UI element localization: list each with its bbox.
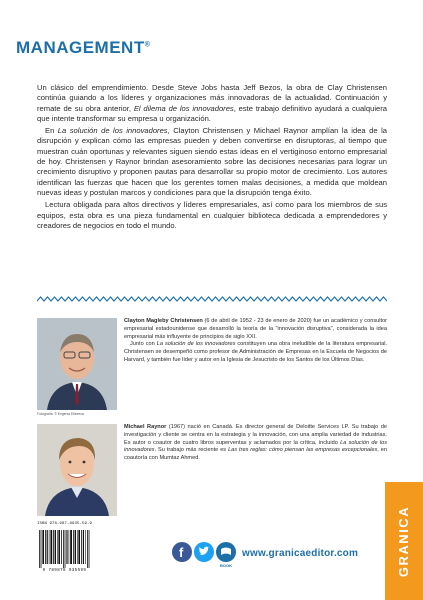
isbn-text: ISBN 978-987-8935-59-9	[37, 522, 93, 526]
barcode	[37, 530, 92, 568]
author-bio-christensen: Clayton Magleby Christensen (6 de abril de 1952 - 23 de enero de 2020) fue un académico y consultor empresarial estadounidense que desarrolló la teoría de la "innovación disruptiva", considerada la idea empresarial más influyente de principios de siglo XXI. Junto con La solución de los innovadores constituyen una obra ineludible de la literatura empresarial. Christensen se desempeñó como profesor de Administración de Empresas en la Escuela de Negocios de Harvard, y también fue líder y autor en la Iglesia de Jesucristo de los Santos de los Últimos Días.	[124, 318, 388, 363]
author-bio-raynor: Michael Raynor (1967) nació en Canadá. Es director general de Deloitte Services LP. Su trabajo de investigación y cliente se centra en la estrategia y la innovación, con una amplia variedad de industrias. Es autor o coautor de cuatro libros superventas y aclamados por la crítica, incluido La solución de los innovadores. Su trabajo más reciente es Las tres reglas: cómo piensan las empresas excepcionales, en coautoría con Mumtaz Ahmed.	[124, 424, 387, 462]
author-photo-raynor	[37, 424, 117, 516]
synopsis	[37, 83, 387, 233]
top-band	[0, 0, 423, 70]
book-label: BOOK	[220, 563, 232, 568]
synopsis-paragraph-1: Un clásico del emprendimiento. Desde Steve Jobs hasta Jeff Bezos, la obra de Clay Christensen continúa guiando a los líderes y organizaciones más innovadoras de la actualidad. Continuación y remate de su obra anterior, El dilema de los innovadores, este trabajo definitivo ayudará a cualquiera que intente transformar su empresa u organización.	[37, 83, 387, 123]
twitter-icon[interactable]	[194, 542, 214, 562]
author-photo-christensen	[37, 318, 117, 410]
publisher-tab	[385, 482, 423, 600]
synopsis-paragraph-3: Lectura obligada para altos directivos y líderes empresariales, así como para los miembros de sus equipos, esta obra es una pieza fundamental en cualquier biblioteca dedicada a emprendedores y creadores de negocios en todo el mundo.	[37, 200, 387, 230]
author-raynor	[37, 424, 387, 516]
author-name-christensen: Clayton Magleby Christensen	[124, 318, 203, 324]
photo-credit: Fotografía: © Evgenia Eliseeva	[37, 412, 84, 416]
brand-logo	[16, 38, 150, 58]
svg-text:f: f	[179, 545, 184, 560]
brand-mark: ®	[144, 41, 151, 49]
synopsis-paragraph-2: En La solución de los innovadores, Clayton Christensen y Michael Raynor amplían la idea de la disrupción y explican cómo las empresas pueden y deben convertirse en disruptoras, al tiempo que muestran cuán oportunas y relevantes siguen siendo estas ideas en el vertiginoso entorno empresarial de hoy. Christensen y Raynor brindan asesoramiento sobre las decisiones necesarias para lograr un crecimiento disruptivo y proponen pautas para desarrollar su propio motor de crecimiento. Los autores identifican las fuerzas que hacen que los gerentes tomen malas decisiones, a medida que moldean nuevas ideas y postulan marcos y condiciones para que la disrupción tenga éxito.	[37, 126, 388, 197]
barcode-block	[37, 522, 92, 577]
barcode-number: 9 789878 935599	[42, 569, 87, 573]
brand-name: MANAGEMENT	[16, 38, 145, 57]
facebook-icon[interactable]	[172, 542, 192, 562]
author-name-raynor: Michael Raynor	[124, 424, 167, 430]
book-icon[interactable]	[216, 542, 236, 562]
publisher-name: GRANICA	[396, 505, 412, 577]
author-christensen	[37, 318, 387, 418]
zigzag-divider	[37, 296, 387, 302]
website-link[interactable]: www.granicaeditor.com	[242, 548, 359, 559]
